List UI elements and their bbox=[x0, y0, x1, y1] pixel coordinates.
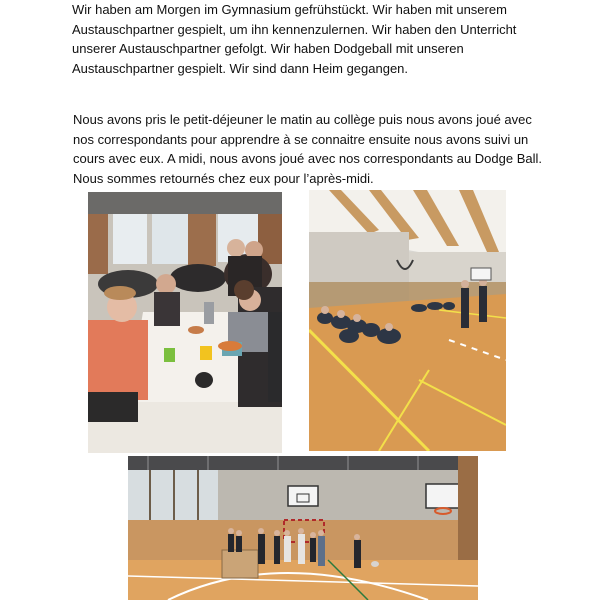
paragraph-german: Wir haben am Morgen im Gymnasium gefrühstückt. Wir haben mit unserem Austauschpartner gespielt, um ihn kennenzulernen. Wir haben den Unterricht unserer Austauschpartner gefolgt. Wir haben Dodgeball mit unseren Austauschpartner gespielt. Wir sind dann Heim gegangen. bbox=[72, 2, 517, 76]
gym-dodgeball-photo bbox=[128, 456, 478, 600]
paragraph-french: Nous avons pris le petit-déjeuner le matin au collège puis nous avons joué avec nos correspondants pour apprendre à se connaitre ensuite nous avons suivi un cours avec eux. A midi, nous avons joué avec nos correspondants au Dodge Ball. Nous sommes retournés chez eux pour l’après-midi. bbox=[73, 112, 543, 186]
breakfast-photo bbox=[88, 192, 282, 453]
gym-students-photo bbox=[309, 190, 506, 451]
